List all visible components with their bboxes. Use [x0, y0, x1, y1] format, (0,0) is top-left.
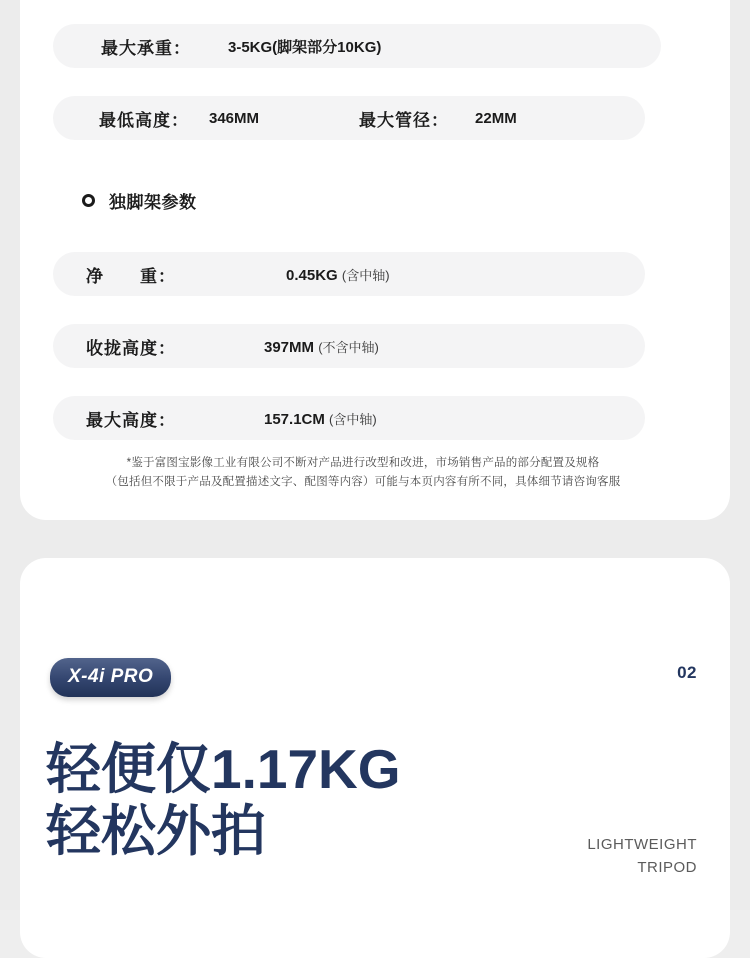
spec-label-max-tube-diameter: 最大管径： [359, 110, 450, 130]
disclaimer-line-2: （包括但不限于产品及配置描述文字、配图等内容）可能与本页内容有所不同，具体细节请咨询客服 [105, 476, 621, 488]
spec-label-min-height: 最低高度： [99, 110, 189, 130]
spec-note-net-weight: (含中轴) [341, 267, 390, 283]
hero-subtitle-line-2: TRIPOD [637, 859, 697, 876]
disclaimer [53, 454, 673, 492]
spec-value-net-weight-number: 0.45KG [286, 266, 338, 284]
spec-value-max-tube-diameter: 22MM [475, 109, 517, 127]
spec-row [53, 252, 645, 296]
spec-label-net-weight: 净 重： [86, 266, 176, 286]
hero-subtitle [587, 833, 697, 879]
spec-label-max-height: 最大高度： [86, 410, 176, 430]
hero-title-line-1: 轻便仅1.17KG [46, 738, 401, 800]
spec-value-max-height [264, 409, 377, 428]
spec-value-folded-height [264, 337, 379, 356]
spec-value-max-height-number: 157.1CM [264, 410, 325, 428]
spec-value-min-height: 346MM [209, 109, 260, 127]
spec-row [53, 324, 645, 368]
spec-row [53, 396, 645, 440]
hero-card [20, 558, 730, 958]
section-heading-label: 独脚架参数 [109, 193, 197, 212]
product-model-badge: X-4i PRO [50, 658, 171, 697]
disclaimer-line-1: *鉴于富图宝影像工业有限公司不断对产品进行改型和改进，市场销售产品的部分配置及规格 [126, 457, 600, 469]
spec-note-max-height: (含中轴) [329, 411, 377, 427]
specs-card [20, 0, 730, 520]
spec-value-max-load: 3-5KG(脚架部分10KG) [228, 38, 382, 56]
spec-row [53, 96, 645, 140]
spec-label-max-load: 最大承重： [101, 38, 191, 58]
page-number: 02 [677, 663, 697, 682]
spec-value-net-weight [286, 265, 390, 284]
hero-title-line-2: 轻松外拍 [46, 800, 267, 862]
hero-subtitle-line-1: LIGHTWEIGHT [587, 836, 697, 853]
section-heading-monopod [82, 188, 197, 213]
spec-row [53, 24, 661, 68]
hero-title [46, 738, 401, 862]
ring-bullet-icon [82, 194, 95, 207]
spec-value-folded-height-number: 397MM [264, 338, 315, 356]
spec-note-folded-height: (不含中轴) [318, 339, 379, 355]
spec-label-folded-height: 收拢高度： [86, 338, 176, 358]
